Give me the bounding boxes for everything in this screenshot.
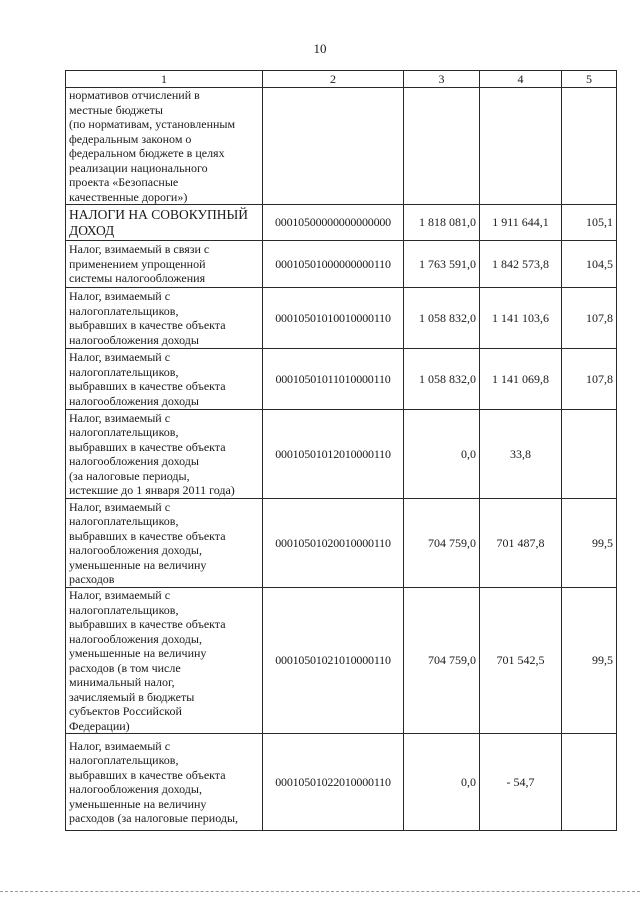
row-name-line: (по нормативам, установленным	[69, 117, 236, 131]
table-body	[66, 88, 617, 831]
row-code-cell	[263, 88, 404, 205]
row-plan-cell: 704 759,0	[404, 588, 480, 734]
row-name-cell	[66, 88, 263, 205]
row-plan-cell: 0,0	[404, 410, 480, 499]
table-row	[66, 241, 617, 288]
row-percent-cell	[562, 410, 617, 499]
row-name-line: выбравших в качестве объекта	[69, 528, 226, 543]
row-name-line: налогоплательщиков,	[69, 514, 179, 528]
row-fact-cell: - 54,7	[480, 734, 562, 831]
table-row	[66, 88, 617, 205]
row-name-line: налогообложения доходы	[69, 454, 199, 468]
row-name-cell	[66, 499, 263, 588]
row-name-line: зачисляемый в бюджеты	[69, 689, 195, 704]
column-header: 5	[562, 71, 617, 88]
row-name-line: Налог, взимаемый с	[69, 289, 171, 303]
row-fact-cell: 1 141 103,6	[480, 288, 562, 349]
row-name-cell	[66, 349, 263, 410]
row-fact-cell	[480, 88, 562, 205]
row-percent-cell: 104,5	[562, 241, 617, 288]
table-header-row	[66, 71, 617, 88]
row-name-line: Налог, взимаемый с	[69, 499, 171, 514]
row-name-line: налогоплательщиков,	[69, 602, 179, 617]
row-name-line: нормативов отчислений в	[69, 88, 200, 102]
column-header: 4	[480, 71, 562, 88]
row-name-line: Налог, взимаемый с	[69, 410, 171, 425]
table-row	[66, 205, 617, 241]
row-name-line: (за налоговые периоды,	[69, 468, 190, 483]
row-percent-cell: 107,8	[562, 288, 617, 349]
row-name-line: расходов (в том числе	[69, 660, 181, 675]
row-plan-cell: 1 818 081,0	[404, 205, 480, 241]
row-name-line: Налог, взимаемый с	[69, 350, 171, 364]
row-name-line: Федерации)	[69, 718, 130, 733]
page-number: 10	[313, 41, 327, 56]
row-plan-cell: 1 763 591,0	[404, 241, 480, 288]
row-name-line: уменьшенные на величину	[69, 646, 207, 660]
table-row	[66, 410, 617, 499]
row-fact-cell: 1 141 069,8	[480, 349, 562, 410]
page-bottom-rule	[0, 891, 640, 892]
row-name-line: федеральным законом о	[69, 131, 192, 146]
row-percent-cell	[562, 88, 617, 205]
row-name-cell	[66, 410, 263, 499]
column-header: 2	[263, 71, 404, 88]
row-plan-cell: 1 058 832,0	[404, 288, 480, 349]
row-name-line: системы налогообложения	[69, 271, 206, 286]
row-name-line: выбравших в качестве объекта	[69, 617, 226, 631]
row-percent-cell: 99,5	[562, 588, 617, 734]
row-name-line: налогоплательщиков,	[69, 753, 179, 767]
row-name-line: Налог, взимаемый с	[69, 588, 171, 602]
row-name-cell	[66, 588, 263, 734]
row-name-cell	[66, 734, 263, 831]
row-name-cell	[66, 205, 263, 241]
row-code-cell: 00010501011010000110	[263, 349, 404, 410]
row-name-line: налогоплательщиков,	[69, 303, 179, 318]
row-plan-cell: 0,0	[404, 734, 480, 831]
row-name-line: налогообложения доходы	[69, 393, 199, 408]
row-plan-cell: 1 058 832,0	[404, 349, 480, 410]
row-name-line: налогообложения доходы,	[69, 543, 202, 557]
row-fact-cell: 701 542,5	[480, 588, 562, 734]
row-name-line: истекшие до 1 января 2011 года)	[69, 483, 235, 497]
revenue-table	[65, 70, 617, 831]
row-code-cell: 00010501010010000110	[263, 288, 404, 349]
column-header: 1	[66, 71, 263, 88]
row-code-cell: 00010500000000000000	[263, 205, 404, 241]
table-row	[66, 734, 617, 831]
row-name-line: НАЛОГИ НА СОВОКУПНЫЙ	[69, 206, 249, 222]
row-fact-cell: 1 842 573,8	[480, 241, 562, 288]
row-name-line: Налог, взимаемый с	[69, 738, 171, 753]
row-name-line: применением упрощенной	[69, 256, 206, 271]
row-plan-cell: 704 759,0	[404, 499, 480, 588]
row-name-line: выбравших в качестве объекта	[69, 318, 226, 332]
table-row	[66, 288, 617, 349]
row-code-cell: 00010501000000000110	[263, 241, 404, 288]
row-fact-cell: 701 487,8	[480, 499, 562, 588]
row-code-cell: 00010501021010000110	[263, 588, 404, 734]
row-fact-cell: 33,8	[480, 410, 562, 499]
row-name-line: федеральном бюджете в целях	[69, 146, 225, 160]
row-name-line: налогообложения доходы,	[69, 782, 202, 796]
table-row	[66, 588, 617, 734]
row-name-line: уменьшенные на величину	[69, 557, 207, 572]
table-row	[66, 499, 617, 588]
row-name-line: ДОХОД	[69, 222, 115, 238]
row-name-line: расходов	[69, 572, 115, 586]
row-name-line: субъектов Российской	[69, 704, 182, 718]
row-name-line: проекта «Безопасные	[69, 175, 179, 189]
row-plan-cell	[404, 88, 480, 205]
row-name-line: минимальный налог,	[69, 675, 175, 689]
row-name-line: выбравших в качестве объекта	[69, 379, 226, 393]
row-name-line: выбравших в качестве объекта	[69, 767, 226, 782]
row-fact-cell: 1 911 644,1	[480, 205, 562, 241]
row-code-cell: 00010501022010000110	[263, 734, 404, 831]
row-name-line: налогообложения доходы,	[69, 631, 202, 646]
row-name-cell	[66, 241, 263, 288]
row-name-line: налогообложения доходы	[69, 332, 199, 347]
row-name-line: выбравших в качестве объекта	[69, 439, 226, 454]
row-name-line: налогоплательщиков,	[69, 425, 179, 439]
row-code-cell: 00010501020010000110	[263, 499, 404, 588]
row-name-line: расходов (за налоговые периоды,	[69, 811, 239, 825]
row-code-cell: 00010501012010000110	[263, 410, 404, 499]
table-row	[66, 349, 617, 410]
row-percent-cell: 105,1	[562, 205, 617, 241]
column-header: 3	[404, 71, 480, 88]
row-name-line: уменьшенные на величину	[69, 796, 207, 811]
row-percent-cell: 107,8	[562, 349, 617, 410]
row-name-line: налогоплательщиков,	[69, 364, 179, 379]
row-name-line: Налог, взимаемый в связи с	[69, 242, 210, 257]
row-percent-cell: 99,5	[562, 499, 617, 588]
row-name-line: местные бюджеты	[69, 102, 163, 117]
row-percent-cell	[562, 734, 617, 831]
row-name-cell	[66, 288, 263, 349]
row-name-line: качественные дороги»)	[69, 189, 188, 204]
row-name-line: реализации национального	[69, 160, 208, 175]
